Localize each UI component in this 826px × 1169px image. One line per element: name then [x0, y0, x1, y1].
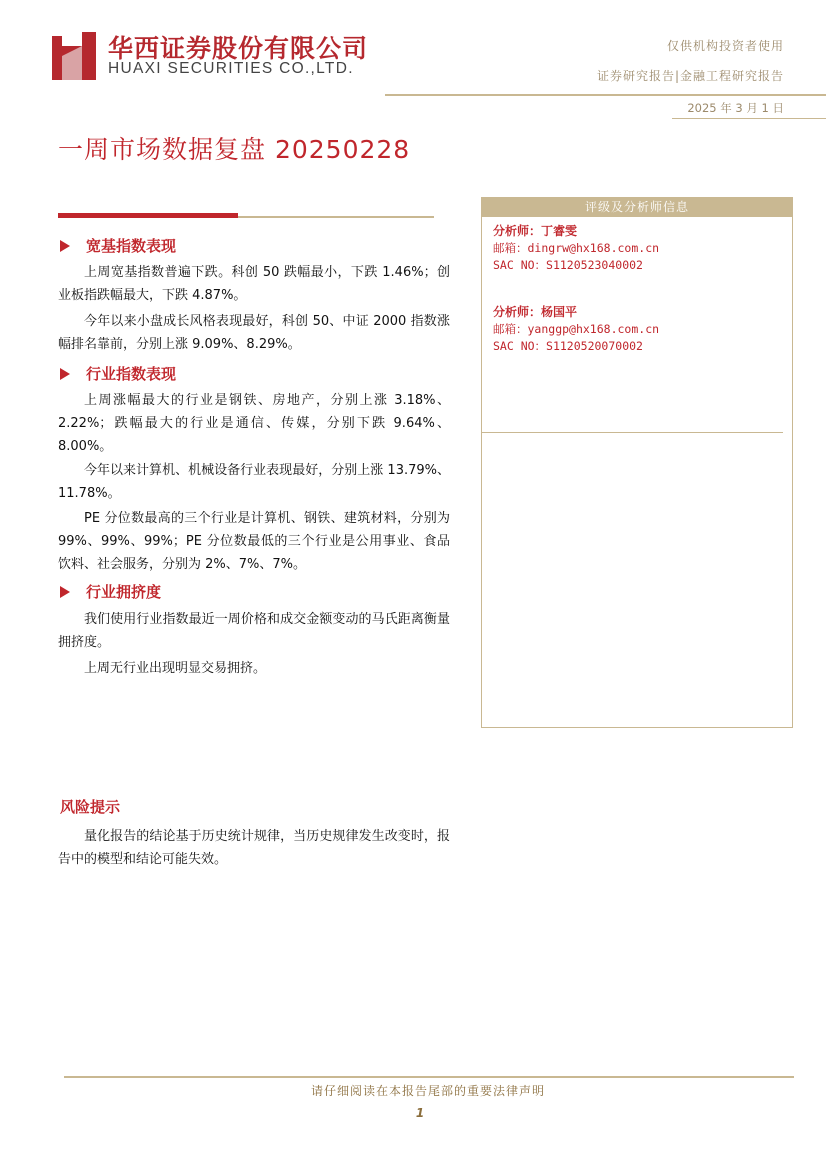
analyst-email[interactable]: 邮箱：yanggp@hx168.com.cn: [493, 322, 660, 336]
date-divider: [672, 118, 826, 119]
analyst-name: 分析师：杨国平: [493, 305, 578, 319]
footer-divider: [64, 1076, 794, 1078]
audience-note: 仅供机构投资者使用: [666, 39, 784, 53]
analyst-panel-heading: 评级及分析师信息: [481, 197, 793, 217]
page-number: 1: [415, 1106, 425, 1120]
section-heading: [60, 363, 176, 384]
section-heading-text: 宽基指数表现: [86, 237, 177, 255]
report-date: 2025 年 3 月 1 日: [687, 101, 784, 115]
huaxi-logo-icon: [52, 32, 96, 80]
title-underline-gold: [238, 216, 434, 218]
analyst-info-panel: [481, 197, 793, 728]
paragraph: 今年以来计算机、机械设备行业表现最好，分别上涨 13.79%、11.78%。: [58, 463, 450, 501]
section-heading: [60, 235, 176, 256]
analyst-sac-number: SAC NO：S1120520070002: [493, 339, 643, 353]
legal-notice: 请仔细阅读在本报告尾部的重要法律声明: [310, 1084, 545, 1098]
analyst-name: 分析师：丁睿雯: [493, 224, 578, 238]
section-heading-text: 行业拥挤度: [86, 583, 162, 601]
panel-divider: [481, 432, 783, 433]
triangle-bullet-icon: [60, 240, 70, 252]
triangle-bullet-icon: [60, 368, 70, 380]
analyst-email[interactable]: 邮箱：dingrw@hx168.com.cn: [493, 241, 660, 255]
analyst-sac-number: SAC NO：S1120523040002: [493, 258, 643, 272]
paragraph: 上周宽基指数普遍下跌。科创 50 跌幅最小，下跌 1.46%；创业板指跌幅最大，下跌 4.87%。: [58, 265, 450, 303]
risk-heading: 风险提示: [60, 798, 121, 816]
triangle-bullet-icon: [60, 586, 70, 598]
section-heading-text: 行业指数表现: [86, 365, 177, 383]
paragraph: PE 分位数最高的三个行业是计算机、钢铁、建筑材料，分别为 99%、99%、99%；PE 分位数最低的三个行业是公用事业、食品饮料、社会服务，分别为 2%、7%、7%。: [58, 511, 450, 572]
paragraph: 上周涨幅最大的行业是钢铁、房地产，分别上涨 3.18%、2.22%；跌幅最大的行业是通信、传媒，分别下跌 9.64%、8.00%。: [58, 393, 450, 454]
report-title: 一周市场数据复盘 20250228: [58, 135, 411, 164]
paragraph: 上周无行业出现明显交易拥挤。: [84, 661, 267, 676]
report-type: 证券研究报告|金融工程研究报告: [596, 69, 784, 83]
company-name-cn: 华西证券股份有限公司: [108, 34, 369, 63]
risk-text: 量化报告的结论基于历史统计规律，当历史规律发生改变时，报告中的模型和结论可能失效。: [58, 829, 450, 867]
paragraph: 我们使用行业指数最近一周价格和成交金额变动的马氏距离衡量拥挤度。: [58, 612, 450, 650]
company-name-en: HUAXI SECURITIES CO.,LTD.: [108, 60, 354, 77]
paragraph: 今年以来小盘成长风格表现最好，科创 50、中证 2000 指数涨幅排名靠前，分别上涨 9.09%、8.29%。: [58, 314, 450, 352]
section-heading: [60, 581, 161, 602]
header-divider: [385, 94, 826, 96]
title-underline-red: [58, 213, 238, 218]
